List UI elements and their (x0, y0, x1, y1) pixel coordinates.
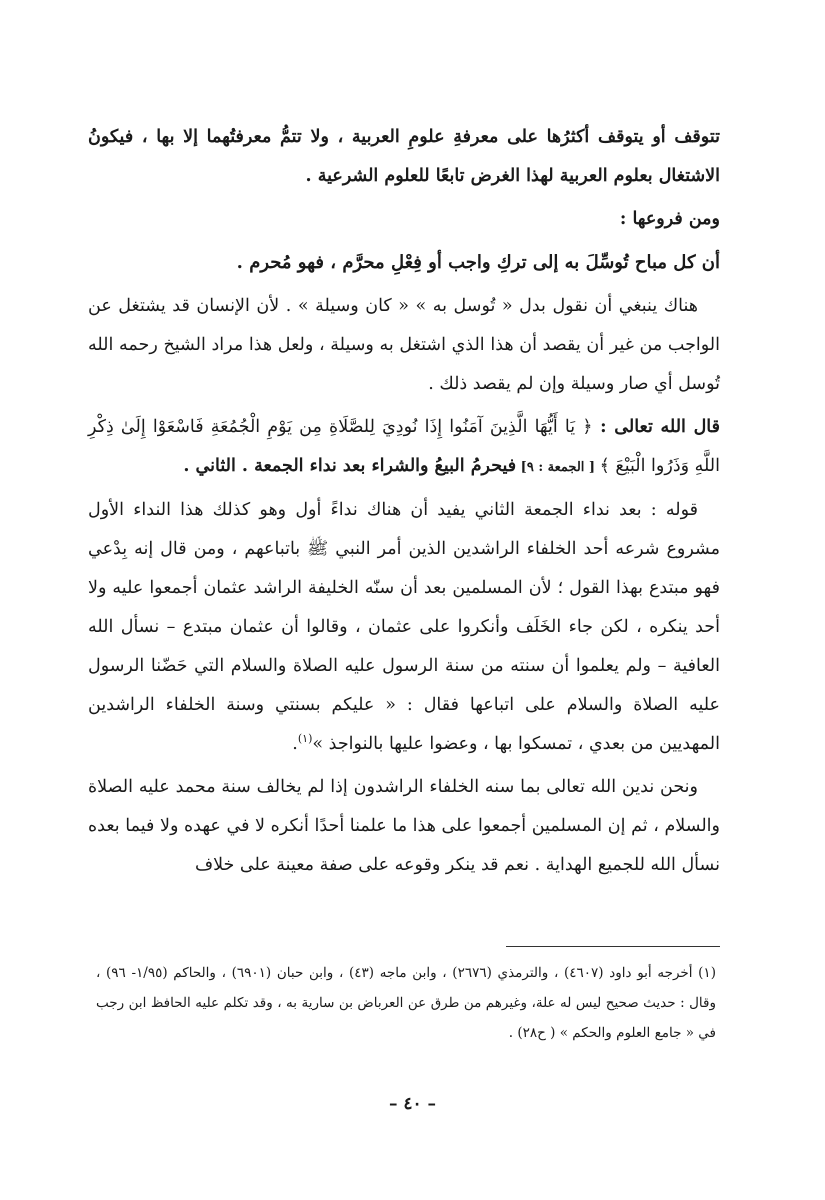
paragraph-verse (88, 408, 720, 487)
explanation-end: . (292, 734, 298, 754)
page-number: – ٤٠ – (388, 1094, 437, 1114)
footnote: (١) أخرجه أبو داود (٤٦٠٧) ، والترمذي (٢٦٧٦) ، وابن ماجه (٤٣) ، وابن حبان (٦٩٠١) ، والحاكم (١/٩٥- ٩٦) ، وقال : حديث صحيح ليس له علة، وغيرهم من طرق عن العرباض بن سارية به ، وقد تكلم عليه الحافظ ابن رجب في « جامع العلوم والحكم » ( ح٢٨) . (96, 965, 716, 1041)
paragraph-intro: تتوقف أو يتوقف أكثرُها على معرفةِ علومِ العربية ، ولا تتمُّ معرفتُهما إلا بها ، فيكونُ الاشتغال بعلوم العربية لهذا الغرض تابعًا للعلوم الشرعية . (88, 127, 720, 186)
footnote-separator (506, 946, 720, 947)
quran-verse: ﴿ يَا أَيُّهَا الَّذِينَ آمَنُوا إِذَا نُودِيَ لِلصَّلَاةِ مِن يَوْمِ الْجُمُعَةِ فَاسْعَوْا إِلَىٰ ذِكْرِ اللَّهِ وَذَرُوا الْبَيْعَ ﴾ (88, 417, 720, 476)
footnote-marker[interactable]: (١) (297, 732, 313, 746)
explanation-text: قوله : بعد نداء الجمعة الثاني يفيد أن هناك نداءً أول وهو كذلك هذا النداء الأول مشروع شرعه أحد الخلفاء الراشدين الذين أمر النبي ﷺ باتباعهم ، ومن قال إنه بِدْعي فهو مبتدع بهذا القول ؛ لأن المسلمين بعد أن سنّه الخليفة الراشد عثمان أجمعوا عليه ولا أحد ينكره ، لكن جاء الخَلَف وأنكروا على عثمان ، وقالوا أن عثمان مبتدع – نسأل الله العافية – ولم يعلموا أن سنته من سنة الرسول عليه الصلاة والسلام التي حَضّنا الرسول عليه الصلاة والسلام على اتباعها فقال : « عليكم بسنتي وسنة الخلفاء الراشدين المهديين من بعدي ، تمسكوا بها ، وعضوا عليها بالنواجذ » (88, 500, 720, 754)
verse-rule: فيحرمُ البيعُ والشراء بعد نداء الجمعة . الثاني . (183, 456, 517, 476)
rule-statement: أن كل مباح تُوسِّلَ به إلى تركِ واجب أو فِعْلِ محرَّم ، فهو مُحرم . (236, 252, 720, 273)
section-heading: ومن فروعها : (619, 209, 720, 229)
page-body (88, 118, 720, 889)
paragraph-conclusion: ونحن ندين الله تعالى بما سنه الخلفاء الراشدون إذا لم يخالف سنة محمد عليه الصلاة والسلام ، ثم إن المسلمين أجمعوا على هذا ما علمنا أحدًا أنكره لا في عهده ولا فيما بعده نسأل الله للجميع الهداية . نعم قد ينكر وقوعه على صفة معينة على خلاف (88, 777, 720, 875)
verse-intro: قال الله تعالى : (592, 417, 720, 437)
paragraph-explanation (88, 491, 720, 764)
paragraph-commentary: هناك ينبغي أن نقول بدل « تُوسل به » « كان وسيلة » . لأن الإنسان قد يشتغل عن الواجب من غير أن يقصد أن هذا الذي اشتغل به وسيلة ، ولعل هذا مراد الشيخ رحمه الله تُوسل أي صار وسيلة وإن لم يقصد ذلك . (88, 296, 720, 394)
verse-reference: [ الجمعة : ٩] (516, 460, 600, 475)
